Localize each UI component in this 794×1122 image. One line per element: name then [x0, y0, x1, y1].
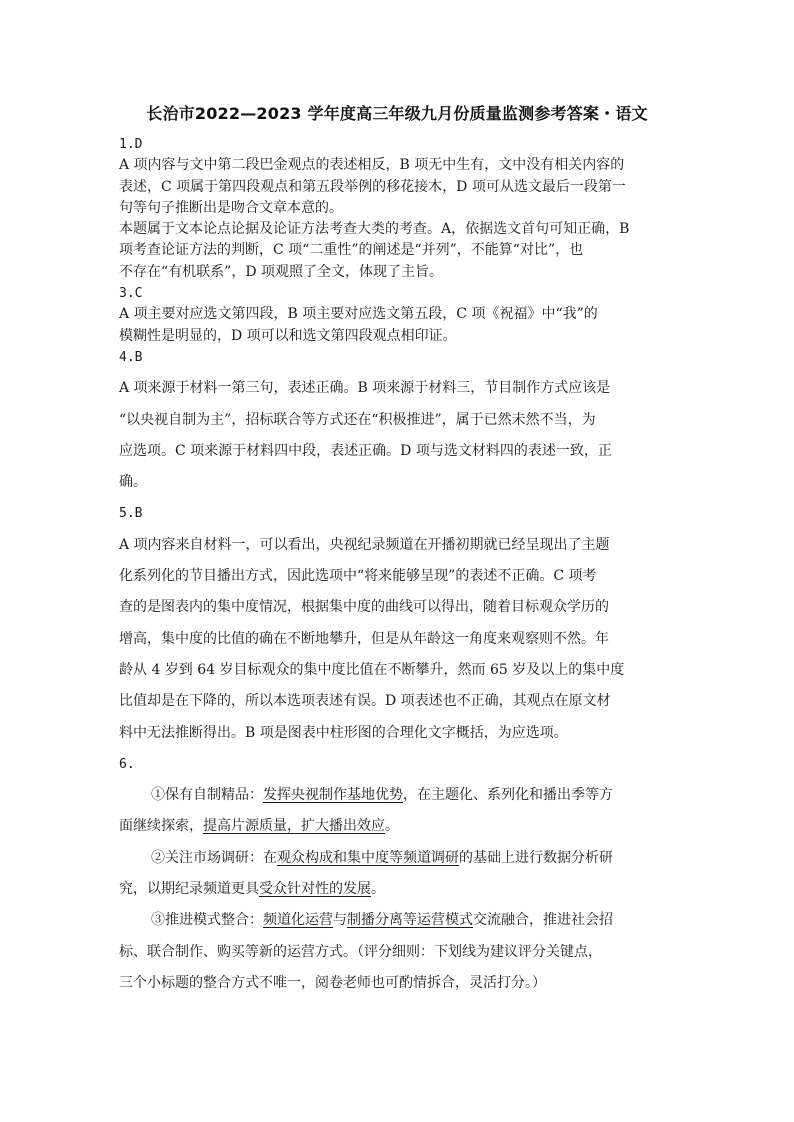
q6-p3-text: 交流融合，推进社会招 [473, 912, 613, 929]
q1-line: A 项内容与文中第二段巴金观点的表述相反，B 项无中生有，文中没有相关内容的 [119, 157, 625, 174]
q6-point-3-cont: 三个小标题的整合方式不唯一，阅卷老师也可酌情拆合，灵活打分。） [119, 974, 546, 991]
q6-p2-text: 究，以期纪录频道更具 [119, 881, 259, 898]
q6-p1-text: 面继续探索， [119, 818, 203, 835]
q6-p3-keypoint: 制播分离等运营模式 [347, 912, 473, 929]
q4-line: A 项来源于材料一第三句，表述正确。B 项来源于材料三，节目制作方式应该是 [119, 380, 611, 397]
q6-p1-head: ①保有自制精品： [151, 787, 263, 804]
q4-line: 确。 [119, 474, 147, 491]
q6-point-1-cont [119, 811, 701, 842]
q6-point-2 [119, 843, 701, 874]
q1-line: 表述，C 项属于第四段观点和第五段举例的移花接木，D 项可从选文最后一段第一 [119, 178, 626, 195]
q6-p2-keypoint: 观众构成和集中度等频道调研 [277, 849, 459, 866]
q6-p2-text: 的基础上进行数据分析研 [459, 849, 613, 866]
q4-answer: 4.B [119, 350, 143, 365]
page-title: 长治市2022—2023 学年度高三年级九月份质量监测参考答案・语文 [146, 104, 648, 123]
q6-p3-head: ③推进模式整合： [151, 912, 263, 929]
q5-line: A 项内容来自材料一，可以看出，央视纪录频道在开播初期就已经呈现出了主题 [119, 536, 610, 553]
q5-line: 查的是图表内的集中度情况，根据集中度的曲线可以得出，随着目标观众学历的 [119, 599, 609, 616]
q1-answer: 1.D [119, 137, 143, 152]
q5-line: 增高，集中度的比值的确在不断地攀升，但是从年龄这一角度来观察则不然。年 [119, 630, 609, 647]
q6-p2-head: ②关注市场调研：在 [151, 849, 277, 866]
q6-p2-keypoint: 受众针对性的发展 [259, 881, 371, 898]
q2-line: 不存在“有机联系”，D 项观照了全文，体现了主旨。 [119, 263, 443, 280]
q6-point-3-cont: 标、联合制作、购买等新的运营方式。（评分细则：下划线为建议评分关键点， [119, 943, 602, 960]
q6-point-1 [119, 780, 701, 811]
q6-p2-text: 。 [371, 881, 385, 898]
q6-point-3 [119, 905, 701, 936]
q4-line: 应选项。C 项来源于材料四中段，表述正确。D 项与选文材料四的表述一致，正 [119, 442, 612, 459]
q3-line: 模糊性是明显的，D 项可以和选文第四段观点相印证。 [119, 327, 457, 344]
section-q4-q6 [119, 342, 701, 999]
q6-point-2-cont [119, 874, 701, 905]
q5-line: 料中无法推断得出。B 项是图表中柱形图的合理化文字概括，为应选项。 [119, 724, 568, 741]
q4-line: “以央视自制为主”，招标联合等方式还在“积极推进”，属于已然未然不当，为 [119, 411, 596, 428]
q3-line: A 项主要对应选文第四段，B 项主要对应选文第五段，C 项《祝福》中“我”的 [119, 306, 598, 323]
q5-line: 龄从 4 岁到 64 岁目标观众的集中度比值在不断攀升，然而 65 岁及以上的集中度 [119, 661, 625, 678]
q2-line: 本题属于文本论点论据及论证方法考查大类的考查。A，依据选文首句可知正确，B [119, 221, 630, 238]
section-q1-q3 [119, 134, 701, 347]
q6-p1-keypoint: 提高片源质量，扩大播出效应 [203, 818, 385, 835]
q6-p1-text: 。 [385, 818, 399, 835]
q6-p1-text: ，在主题化、系列化和播出季等方 [403, 787, 613, 804]
q5-line: 化系列化的节目播出方式，因此选项中“将来能够呈现”的表述不正确。C 项考 [119, 568, 597, 585]
q6-p3-text: 与 [333, 912, 347, 929]
q6-answer: 6. [119, 756, 135, 772]
q5-answer: 5.B [119, 506, 143, 522]
q6-p3-keypoint: 频道化运营 [263, 912, 333, 929]
q6-p1-keypoint: 发挥央视制作基地优势 [263, 787, 403, 804]
q2-line: 项考查论证方法的判断，C 项“二重性”的阐述是“并列”，不能算“对比”，也 [119, 242, 584, 259]
q3-answer: 3.C [119, 286, 143, 302]
q1-line: 句等句子推断出是吻合文章本意的。 [119, 199, 343, 216]
q5-line: 比值却是在下降的，所以本选项表述有误。D 项表述也不正确，其观点在原文材 [119, 693, 611, 710]
